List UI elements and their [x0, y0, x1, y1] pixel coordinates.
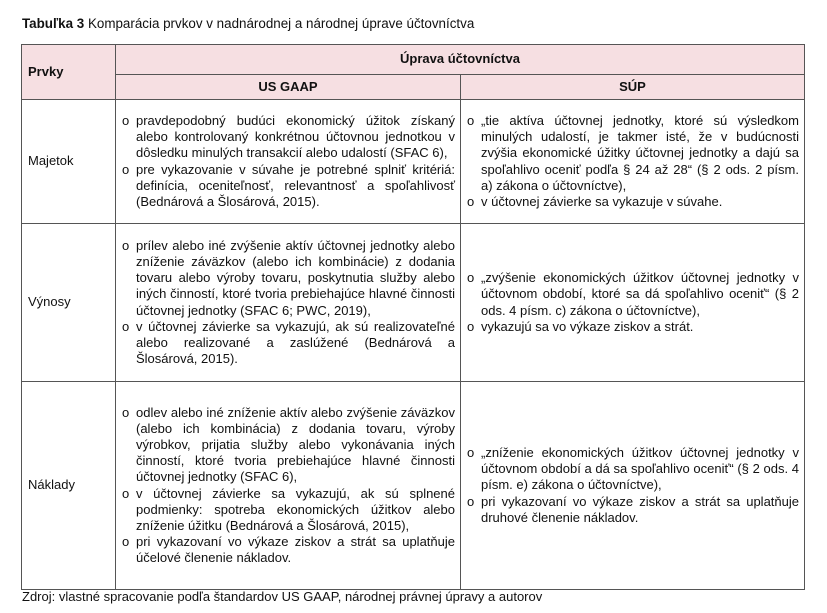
cell-us-gaap-vynosy — [116, 224, 461, 382]
bullet-list — [461, 270, 804, 334]
table-row — [22, 100, 805, 224]
bullet-list — [116, 113, 460, 210]
list-item: o pravdepodobný budúci ekonomický úžitok získaný alebo kontrolovaný konkrétnou účtovnou jednotkou v dôsledku minulých transakcií alebo udalostí (SFAC 6), — [122, 113, 455, 161]
list-item: o „zníženie ekonomických úžitkov účtovnej jednotky v účtovnom období a dá sa spoľahlivo oceniť“ (§ 2 ods. 4 písm. e) zákona o účtovníctve), — [467, 445, 799, 493]
table-row — [22, 224, 805, 382]
comparison-table — [21, 44, 805, 590]
header-prvky: Prvky — [22, 45, 116, 100]
list-item: o prílev alebo iné zvýšenie aktív účtovnej jednotky alebo zníženie záväzkov (alebo ich kombinácie) z dodania tovaru alebo výroby tovaru, poskytnutia služby alebo iných činností, ktoré tvoria prebiehajúce hlavné činnosti účtovnej jednotky (SFAC 6; PWC, 2019), — [122, 238, 455, 318]
cell-sup-vynosy — [461, 224, 805, 382]
cell-us-gaap-naklady — [116, 382, 461, 590]
list-item: o pri vykazovaní vo výkaze ziskov a strát sa uplatňuje účelové členenie nákladov. — [122, 534, 455, 566]
header-sup: SÚP — [461, 74, 805, 99]
cell-us-gaap-majetok — [116, 100, 461, 224]
list-item: o v účtovnej závierke sa vykazujú, ak sú splnené podmienky: spotreba ekonomických úžitkov alebo zníženie úžitku (Bednárová a Šlosárová, 2015), — [122, 486, 455, 534]
table-caption-label: Tabuľka 3 — [22, 16, 85, 31]
header-uprava: Úprava účtovníctva — [116, 45, 805, 75]
row-label-naklady: Náklady — [22, 382, 116, 590]
list-item: o vykazujú sa vo výkaze ziskov a strát. — [467, 319, 799, 335]
bullet-list — [116, 405, 460, 566]
row-label-vynosy: Výnosy — [22, 224, 116, 382]
header-us-gaap: US GAAP — [116, 74, 461, 99]
list-item: o v účtovnej závierke sa vykazujú, ak sú realizovateľné alebo realizované a zaslúžené (Bednárová a Šlosárová, 2015). — [122, 319, 455, 367]
cell-sup-majetok — [461, 100, 805, 224]
row-label-majetok: Majetok — [22, 100, 116, 224]
source-note: Zdroj: vlastné spracovanie podľa štandardov US GAAP, národnej právnej úpravy a autorov — [22, 589, 543, 604]
bullet-list — [116, 238, 460, 367]
list-item: o „tie aktíva účtovnej jednotky, ktoré sú výsledkom minulých udalostí, je takmer isté, že v budúcnosti zvýšia ekonomické úžitky účtovnej jednotky a dajú sa spoľahlivo oceniť podľa § 24 až 28“ (§ 2 ods. 2 písm. a) zákona o účtovníctve), — [467, 113, 799, 193]
table-row — [22, 382, 805, 590]
bullet-list — [461, 445, 804, 525]
cell-sup-naklady — [461, 382, 805, 590]
list-item: o v účtovnej závierke sa vykazuje v súvahe. — [467, 194, 799, 210]
list-item: o odlev alebo iné zníženie aktív alebo zvýšenie záväzkov (alebo ich kombinácia) z dodania tovaru, výroby výrobkov, prijatia služby alebo vykonávania iných činností, ktoré tvoria prebiehajúce hlavné činnosti účtovnej jednotky (SFAC 6), — [122, 405, 455, 485]
list-item: o „zvýšenie ekonomických úžitkov účtovnej jednotky v účtovnom období, ktoré sa dá spoľahlivo oceniť“ (§ 2 ods. 4 písm. c) zákona o účtovníctve), — [467, 270, 799, 318]
table-caption — [22, 16, 474, 31]
list-item: o pri vykazovaní vo výkaze ziskov a strát sa uplatňuje druhové členenie nákladov. — [467, 494, 799, 526]
table-caption-text: Komparácia prvkov v nadnárodnej a národnej úprave účtovníctva — [84, 16, 475, 31]
list-item: o pre vykazovanie v súvahe je potrebné splniť kritériá: definícia, oceniteľnosť, relevantnosť a spoľahlivosť (Bednárová a Šlosárová, 2015). — [122, 162, 455, 210]
bullet-list — [461, 113, 804, 210]
